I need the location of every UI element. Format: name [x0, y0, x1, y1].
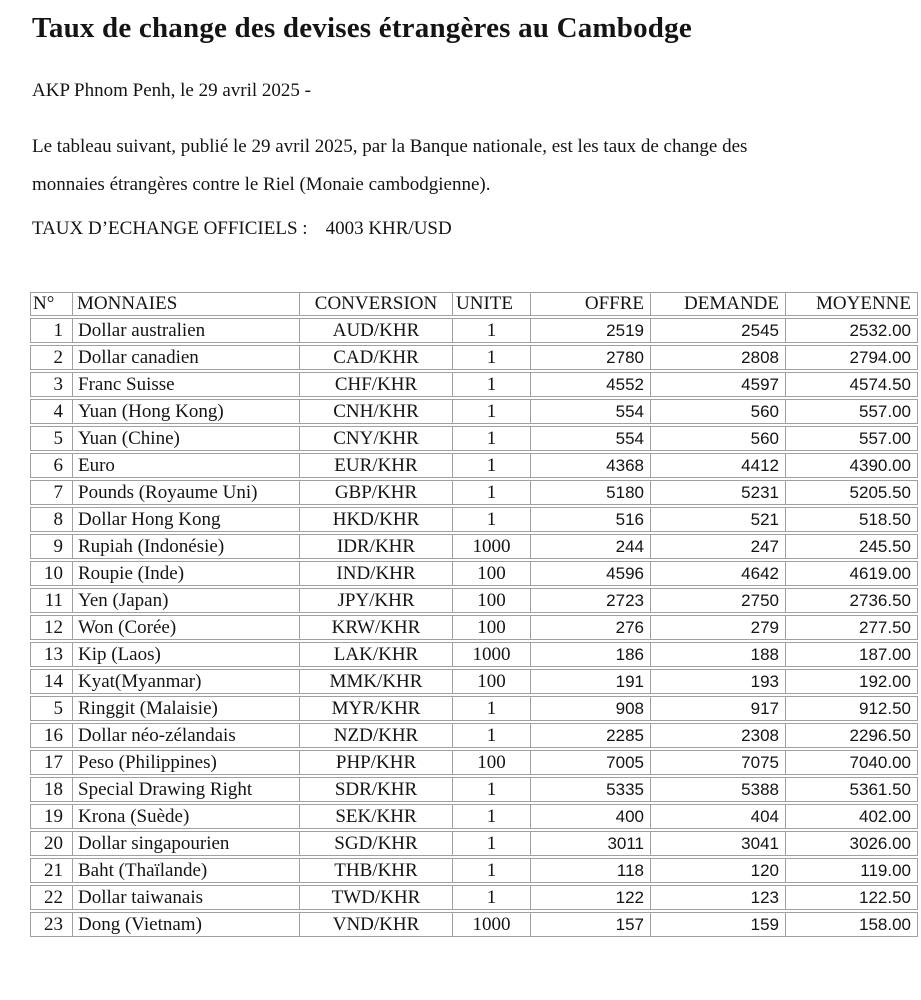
cell-demande: 4597	[651, 372, 786, 397]
cell-moyenne: 3026.00	[786, 831, 918, 856]
cell-offre: 186	[531, 642, 651, 667]
cell-no: 10	[30, 561, 73, 586]
cell-unit: 1	[453, 885, 531, 910]
cell-no: 13	[30, 642, 73, 667]
cell-no: 14	[30, 669, 73, 694]
cell-unit: 1	[453, 831, 531, 856]
table-row	[30, 345, 918, 370]
cell-unit: 1	[453, 858, 531, 883]
cell-moyenne: 402.00	[786, 804, 918, 829]
cell-moyenne: 158.00	[786, 912, 918, 937]
cell-conversion: EUR/KHR	[300, 453, 453, 478]
cell-conversion: CHF/KHR	[300, 372, 453, 397]
cell-no: 11	[30, 588, 73, 613]
cell-conversion: TWD/KHR	[300, 885, 453, 910]
cell-conversion: IDR/KHR	[300, 534, 453, 559]
cell-unit: 1	[453, 804, 531, 829]
table-row	[30, 534, 918, 559]
cell-demande: 2545	[651, 318, 786, 343]
table-row	[30, 615, 918, 640]
cell-unit: 1000	[453, 912, 531, 937]
table-row	[30, 507, 918, 532]
cell-demande: 2750	[651, 588, 786, 613]
cell-currency: Franc Suisse	[73, 372, 300, 397]
cell-offre: 157	[531, 912, 651, 937]
cell-unit: 1000	[453, 534, 531, 559]
rates-table-body	[30, 318, 918, 937]
table-row	[30, 318, 918, 343]
cell-currency: Dong (Vietnam)	[73, 912, 300, 937]
cell-conversion: CAD/KHR	[300, 345, 453, 370]
cell-currency: Ringgit (Malaisie)	[73, 696, 300, 721]
cell-unit: 1	[453, 372, 531, 397]
table-row	[30, 669, 918, 694]
cell-offre: 244	[531, 534, 651, 559]
cell-currency: Won (Corée)	[73, 615, 300, 640]
cell-currency: Kip (Laos)	[73, 642, 300, 667]
official-rate-value: 4003 KHR/USD	[325, 218, 452, 239]
cell-demande: 279	[651, 615, 786, 640]
cell-currency: Special Drawing Right	[73, 777, 300, 802]
cell-no: 12	[30, 615, 73, 640]
cell-demande: 123	[651, 885, 786, 910]
cell-no: 20	[30, 831, 73, 856]
cell-demande: 3041	[651, 831, 786, 856]
column-header-no: N°	[30, 292, 73, 316]
cell-currency: Rupiah (Indonésie)	[73, 534, 300, 559]
cell-demande: 4412	[651, 453, 786, 478]
cell-currency: Roupie (Inde)	[73, 561, 300, 586]
table-row	[30, 372, 918, 397]
cell-currency: Yen (Japan)	[73, 588, 300, 613]
cell-offre: 3011	[531, 831, 651, 856]
column-header-monnaies: MONNAIES	[73, 292, 300, 316]
cell-unit: 1	[453, 426, 531, 451]
table-row	[30, 750, 918, 775]
cell-currency: Yuan (Chine)	[73, 426, 300, 451]
cell-demande: 247	[651, 534, 786, 559]
table-row	[30, 912, 918, 937]
table-row	[30, 831, 918, 856]
cell-unit: 100	[453, 750, 531, 775]
header-row	[30, 292, 918, 316]
cell-moyenne: 4390.00	[786, 453, 918, 478]
cell-unit: 1	[453, 723, 531, 748]
cell-no: 1	[30, 318, 73, 343]
cell-demande: 193	[651, 669, 786, 694]
cell-demande: 188	[651, 642, 786, 667]
cell-offre: 4368	[531, 453, 651, 478]
table-row	[30, 480, 918, 505]
table-row	[30, 885, 918, 910]
cell-conversion: AUD/KHR	[300, 318, 453, 343]
cell-no: 3	[30, 372, 73, 397]
cell-offre: 122	[531, 885, 651, 910]
cell-moyenne: 557.00	[786, 399, 918, 424]
cell-conversion: CNY/KHR	[300, 426, 453, 451]
cell-demande: 2808	[651, 345, 786, 370]
cell-moyenne: 2296.50	[786, 723, 918, 748]
intro-line-1: Le tableau suivant, publié le 29 avril 2025, par la Banque nationale, est les taux de change des	[32, 136, 748, 157]
cell-unit: 100	[453, 588, 531, 613]
cell-moyenne: 4574.50	[786, 372, 918, 397]
official-rate-label: TAUX D’ECHANGE OFFICIELS :	[32, 218, 308, 239]
cell-moyenne: 518.50	[786, 507, 918, 532]
cell-conversion: MYR/KHR	[300, 696, 453, 721]
cell-demande: 917	[651, 696, 786, 721]
cell-conversion: SEK/KHR	[300, 804, 453, 829]
cell-offre: 554	[531, 426, 651, 451]
column-header-demande: DEMANDE	[651, 292, 786, 316]
cell-conversion: HKD/KHR	[300, 507, 453, 532]
cell-no: 2	[30, 345, 73, 370]
column-header-conversion: CONVERSION	[300, 292, 453, 316]
cell-currency: Dollar taiwanais	[73, 885, 300, 910]
cell-demande: 5388	[651, 777, 786, 802]
cell-unit: 1	[453, 318, 531, 343]
cell-unit: 1	[453, 696, 531, 721]
cell-offre: 516	[531, 507, 651, 532]
cell-unit: 1	[453, 480, 531, 505]
cell-moyenne: 192.00	[786, 669, 918, 694]
cell-offre: 2780	[531, 345, 651, 370]
cell-currency: Baht (Thaïlande)	[73, 858, 300, 883]
cell-conversion: IND/KHR	[300, 561, 453, 586]
cell-offre: 400	[531, 804, 651, 829]
table-row	[30, 399, 918, 424]
cell-conversion: SGD/KHR	[300, 831, 453, 856]
cell-no: 23	[30, 912, 73, 937]
table-row	[30, 426, 918, 451]
table-row	[30, 804, 918, 829]
cell-offre: 4552	[531, 372, 651, 397]
intro-paragraph	[32, 128, 921, 204]
cell-offre: 276	[531, 615, 651, 640]
cell-conversion: GBP/KHR	[300, 480, 453, 505]
cell-offre: 554	[531, 399, 651, 424]
cell-moyenne: 122.50	[786, 885, 918, 910]
cell-conversion: JPY/KHR	[300, 588, 453, 613]
intro-line-2: monnaies étrangères contre le Riel (Monaie cambodgienne).	[32, 174, 491, 195]
rates-table	[30, 290, 918, 939]
cell-moyenne: 7040.00	[786, 750, 918, 775]
cell-conversion: PHP/KHR	[300, 750, 453, 775]
cell-offre: 908	[531, 696, 651, 721]
cell-unit: 1	[453, 399, 531, 424]
table-row	[30, 858, 918, 883]
column-header-unite: UNITE	[453, 292, 531, 316]
cell-demande: 7075	[651, 750, 786, 775]
cell-offre: 5335	[531, 777, 651, 802]
cell-unit: 1	[453, 777, 531, 802]
cell-demande: 120	[651, 858, 786, 883]
dateline: AKP Phnom Penh, le 29 avril 2025 -	[32, 80, 312, 101]
cell-currency: Yuan (Hong Kong)	[73, 399, 300, 424]
cell-currency: Kyat(Myanmar)	[73, 669, 300, 694]
cell-conversion: KRW/KHR	[300, 615, 453, 640]
cell-conversion: THB/KHR	[300, 858, 453, 883]
cell-moyenne: 2736.50	[786, 588, 918, 613]
cell-unit: 1000	[453, 642, 531, 667]
column-header-moyenne: MOYENNE	[786, 292, 918, 316]
cell-demande: 5231	[651, 480, 786, 505]
cell-moyenne: 187.00	[786, 642, 918, 667]
cell-offre: 5180	[531, 480, 651, 505]
cell-no: 6	[30, 453, 73, 478]
cell-currency: Dollar canadien	[73, 345, 300, 370]
cell-offre: 118	[531, 858, 651, 883]
cell-currency: Euro	[73, 453, 300, 478]
cell-no: 8	[30, 507, 73, 532]
cell-offre: 7005	[531, 750, 651, 775]
table-row	[30, 777, 918, 802]
cell-no: 22	[30, 885, 73, 910]
table-row	[30, 723, 918, 748]
cell-conversion: VND/KHR	[300, 912, 453, 937]
cell-offre: 2519	[531, 318, 651, 343]
cell-no: 18	[30, 777, 73, 802]
cell-no: 7	[30, 480, 73, 505]
cell-moyenne: 119.00	[786, 858, 918, 883]
cell-moyenne: 2532.00	[786, 318, 918, 343]
table-row	[30, 453, 918, 478]
cell-demande: 560	[651, 399, 786, 424]
cell-moyenne: 557.00	[786, 426, 918, 451]
cell-moyenne: 4619.00	[786, 561, 918, 586]
cell-currency: Pounds (Royaume Uni)	[73, 480, 300, 505]
cell-no: 19	[30, 804, 73, 829]
table-row	[30, 561, 918, 586]
cell-currency: Dollar Hong Kong	[73, 507, 300, 532]
table-row	[30, 642, 918, 667]
cell-demande: 560	[651, 426, 786, 451]
cell-moyenne: 5205.50	[786, 480, 918, 505]
cell-conversion: CNH/KHR	[300, 399, 453, 424]
cell-currency: Peso (Philippines)	[73, 750, 300, 775]
page-title: Taux de change des devises étrangères au Cambodge	[32, 12, 692, 44]
cell-conversion: MMK/KHR	[300, 669, 453, 694]
cell-no: 16	[30, 723, 73, 748]
cell-no: 17	[30, 750, 73, 775]
cell-demande: 404	[651, 804, 786, 829]
cell-unit: 1	[453, 453, 531, 478]
cell-no: 21	[30, 858, 73, 883]
cell-offre: 2723	[531, 588, 651, 613]
cell-unit: 100	[453, 561, 531, 586]
cell-moyenne: 2794.00	[786, 345, 918, 370]
cell-unit: 100	[453, 669, 531, 694]
cell-currency: Dollar néo-zélandais	[73, 723, 300, 748]
cell-offre: 191	[531, 669, 651, 694]
cell-moyenne: 5361.50	[786, 777, 918, 802]
rates-table-head	[30, 292, 918, 316]
cell-currency: Dollar singapourien	[73, 831, 300, 856]
table-row	[30, 696, 918, 721]
cell-unit: 100	[453, 615, 531, 640]
cell-currency: Dollar australien	[73, 318, 300, 343]
cell-unit: 1	[453, 345, 531, 370]
cell-conversion: SDR/KHR	[300, 777, 453, 802]
cell-offre: 2285	[531, 723, 651, 748]
cell-no: 9	[30, 534, 73, 559]
cell-no: 5	[30, 696, 73, 721]
cell-unit: 1	[453, 507, 531, 532]
cell-offre: 4596	[531, 561, 651, 586]
cell-conversion: NZD/KHR	[300, 723, 453, 748]
cell-demande: 521	[651, 507, 786, 532]
column-header-offre: OFFRE	[531, 292, 651, 316]
cell-moyenne: 277.50	[786, 615, 918, 640]
cell-no: 4	[30, 399, 73, 424]
cell-demande: 159	[651, 912, 786, 937]
cell-moyenne: 912.50	[786, 696, 918, 721]
cell-moyenne: 245.50	[786, 534, 918, 559]
cell-currency: Krona (Suède)	[73, 804, 300, 829]
cell-demande: 2308	[651, 723, 786, 748]
cell-demande: 4642	[651, 561, 786, 586]
official-rate-line	[32, 216, 921, 242]
table-row	[30, 588, 918, 613]
cell-conversion: LAK/KHR	[300, 642, 453, 667]
cell-no: 5	[30, 426, 73, 451]
